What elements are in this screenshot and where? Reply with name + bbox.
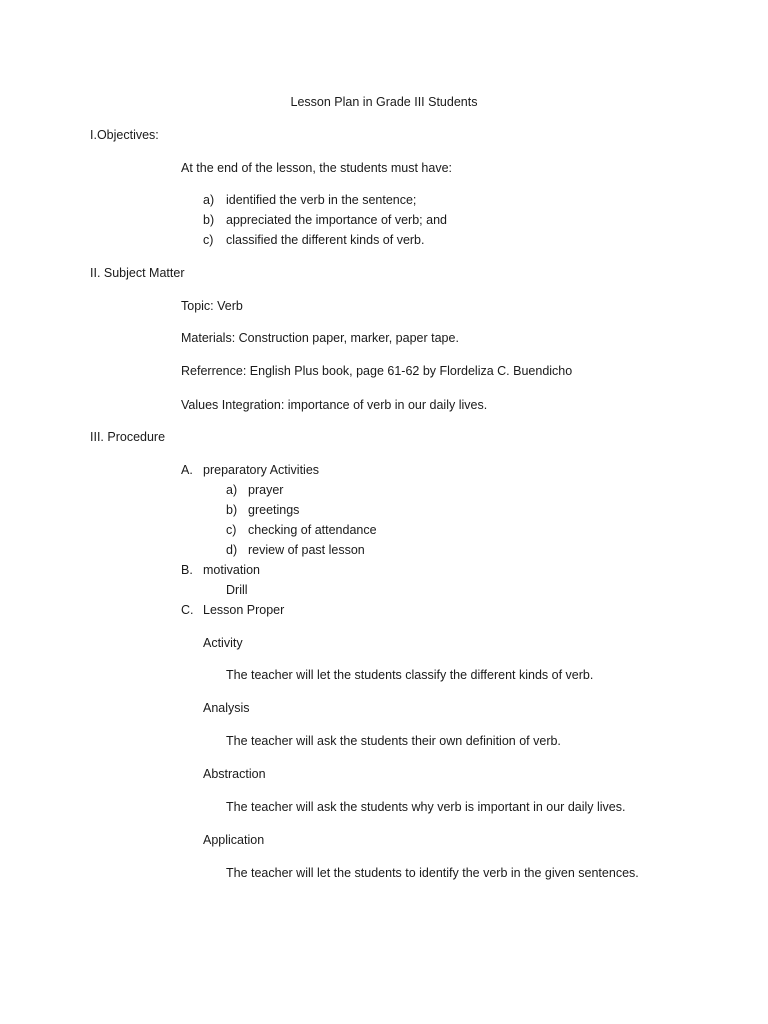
document-title: Lesson Plan in Grade III Students [290,95,478,109]
activity-text: The teacher will let the students classify the different kinds of verb. [226,668,594,682]
list-marker: a) [203,193,215,207]
abstraction-text: The teacher will ask the students why verb is important in our daily lives. [226,800,626,814]
activity-heading: Activity [203,636,243,650]
procedure-marker-a: A. [181,463,193,477]
preparatory-activities-label: preparatory Activities [203,463,320,477]
objectives-heading: I.Objectives: [90,128,159,142]
list-marker: a) [226,483,238,497]
list-item-text: classified the different kinds of verb. [226,233,425,247]
drill-label: Drill [226,583,248,597]
list-item-text: review of past lesson [248,543,365,557]
list-item-text: checking of attendance [248,523,377,537]
objectives-intro: At the end of the lesson, the students must have: [181,161,453,175]
list-item-text: prayer [248,483,284,497]
topic-line: Topic: Verb [181,299,243,313]
analysis-heading: Analysis [203,701,250,715]
list-item-text: appreciated the importance of verb; and [226,213,447,227]
list-marker: b) [226,503,238,517]
lesson-proper-label: Lesson Proper [203,603,285,617]
analysis-text: The teacher will ask the students their own definition of verb. [226,734,561,748]
abstraction-heading: Abstraction [203,767,266,781]
list-item [203,212,214,228]
list-item-text: identified the verb in the sentence; [226,193,417,207]
list-marker: c) [226,523,237,537]
list-item [203,192,214,208]
list-marker: b) [203,213,215,227]
motivation-label: motivation [203,563,260,577]
procedure-marker-b: B. [181,563,193,577]
materials-line: Materials: Construction paper, marker, paper tape. [181,331,459,345]
list-item-text: greetings [248,503,300,517]
procedure-marker-c: C. [181,603,194,617]
application-text: The teacher will let the students to identify the verb in the given sentences. [226,866,639,880]
procedure-heading: III. Procedure [90,430,166,444]
list-marker: d) [226,543,238,557]
reference-line: Referrence: English Plus book, page 61-62 by Flordeliza C. Buendicho [181,364,573,378]
subject-matter-heading: II. Subject Matter [90,266,185,280]
list-item [203,232,213,248]
application-heading: Application [203,833,265,847]
values-line: Values Integration: importance of verb in our daily lives. [181,398,488,412]
list-marker: c) [203,233,214,247]
